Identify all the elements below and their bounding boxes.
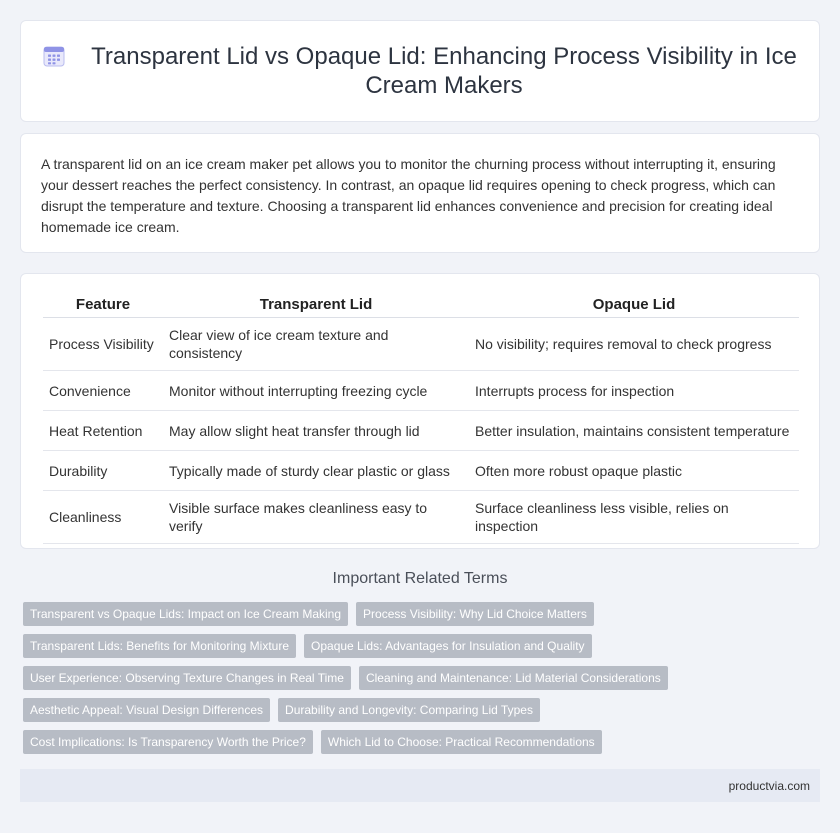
cell-opaque: Better insulation, maintains consistent temperature <box>469 411 799 451</box>
related-term-tag[interactable]: Transparent Lids: Benefits for Monitoring Mixture <box>23 634 296 658</box>
related-term-tag[interactable]: Durability and Longevity: Comparing Lid Types <box>278 698 540 722</box>
related-term-tag[interactable]: Cost Implications: Is Transparency Worth the Price? <box>23 730 313 754</box>
related-term-tag[interactable]: Aesthetic Appeal: Visual Design Differences <box>23 698 270 722</box>
cell-transparent: May allow slight heat transfer through lid <box>163 411 469 451</box>
cell-transparent: Monitor without interrupting freezing cycle <box>163 371 469 411</box>
table-row <box>43 411 799 451</box>
related-term-tag[interactable]: Opaque Lids: Advantages for Insulation and Quality <box>304 634 592 658</box>
table-row <box>43 318 799 371</box>
related-term-tag[interactable]: Process Visibility: Why Lid Choice Matters <box>356 602 594 626</box>
page-title: Transparent Lid vs Opaque Lid: Enhancing Process Visibility in Ice Cream Makers <box>91 43 797 99</box>
comparison-card <box>20 273 820 549</box>
cell-feature: Process Visibility <box>43 318 163 371</box>
cell-opaque: No visibility; requires removal to check progress <box>469 318 799 371</box>
table-row <box>43 451 799 491</box>
cell-opaque: Interrupts process for inspection <box>469 371 799 411</box>
cell-feature: Durability <box>43 451 163 491</box>
header-feature: Feature <box>43 294 163 318</box>
related-terms-list <box>23 602 823 762</box>
header-card <box>20 20 820 122</box>
cell-feature: Cleanliness <box>43 491 163 544</box>
related-term-tag[interactable]: Which Lid to Choose: Practical Recommendations <box>321 730 602 754</box>
header-opaque: Opaque Lid <box>469 294 799 318</box>
cell-feature: Convenience <box>43 371 163 411</box>
cell-feature: Heat Retention <box>43 411 163 451</box>
cell-opaque: Often more robust opaque plastic <box>469 451 799 491</box>
intro-card <box>20 133 820 253</box>
table-row <box>43 491 799 544</box>
related-terms-title: Important Related Terms <box>332 570 508 587</box>
cell-transparent: Typically made of sturdy clear plastic or glass <box>163 451 469 491</box>
comparison-table <box>43 294 799 544</box>
table-header-row <box>43 294 799 318</box>
calendar-icon <box>41 43 67 69</box>
cell-transparent: Visible surface makes cleanliness easy to verify <box>163 491 469 544</box>
header-transparent: Transparent Lid <box>163 294 469 318</box>
footer-site-link[interactable]: productvia.com <box>728 778 810 793</box>
title-wrap <box>41 42 799 100</box>
cell-opaque: Surface cleanliness less visible, relies on inspection <box>469 491 799 544</box>
related-term-tag[interactable]: Cleaning and Maintenance: Lid Material Considerations <box>359 666 668 690</box>
cell-transparent: Clear view of ice cream texture and consistency <box>163 318 469 371</box>
related-term-tag[interactable]: Transparent vs Opaque Lids: Impact on Ice Cream Making <box>23 602 348 626</box>
footer <box>20 769 820 802</box>
table-row <box>43 371 799 411</box>
related-term-tag[interactable]: User Experience: Observing Texture Changes in Real Time <box>23 666 351 690</box>
intro-text: A transparent lid on an ice cream maker pet allows you to monitor the churning process without interrupting it, ensuring your dessert reaches the perfect consistency. In contrast, an opaque lid requires opening to check progress, which can disrupt the temperature and texture. Choosing a transparent lid enhances convenience and precision for creating ideal homemade ice cream. <box>41 156 776 235</box>
